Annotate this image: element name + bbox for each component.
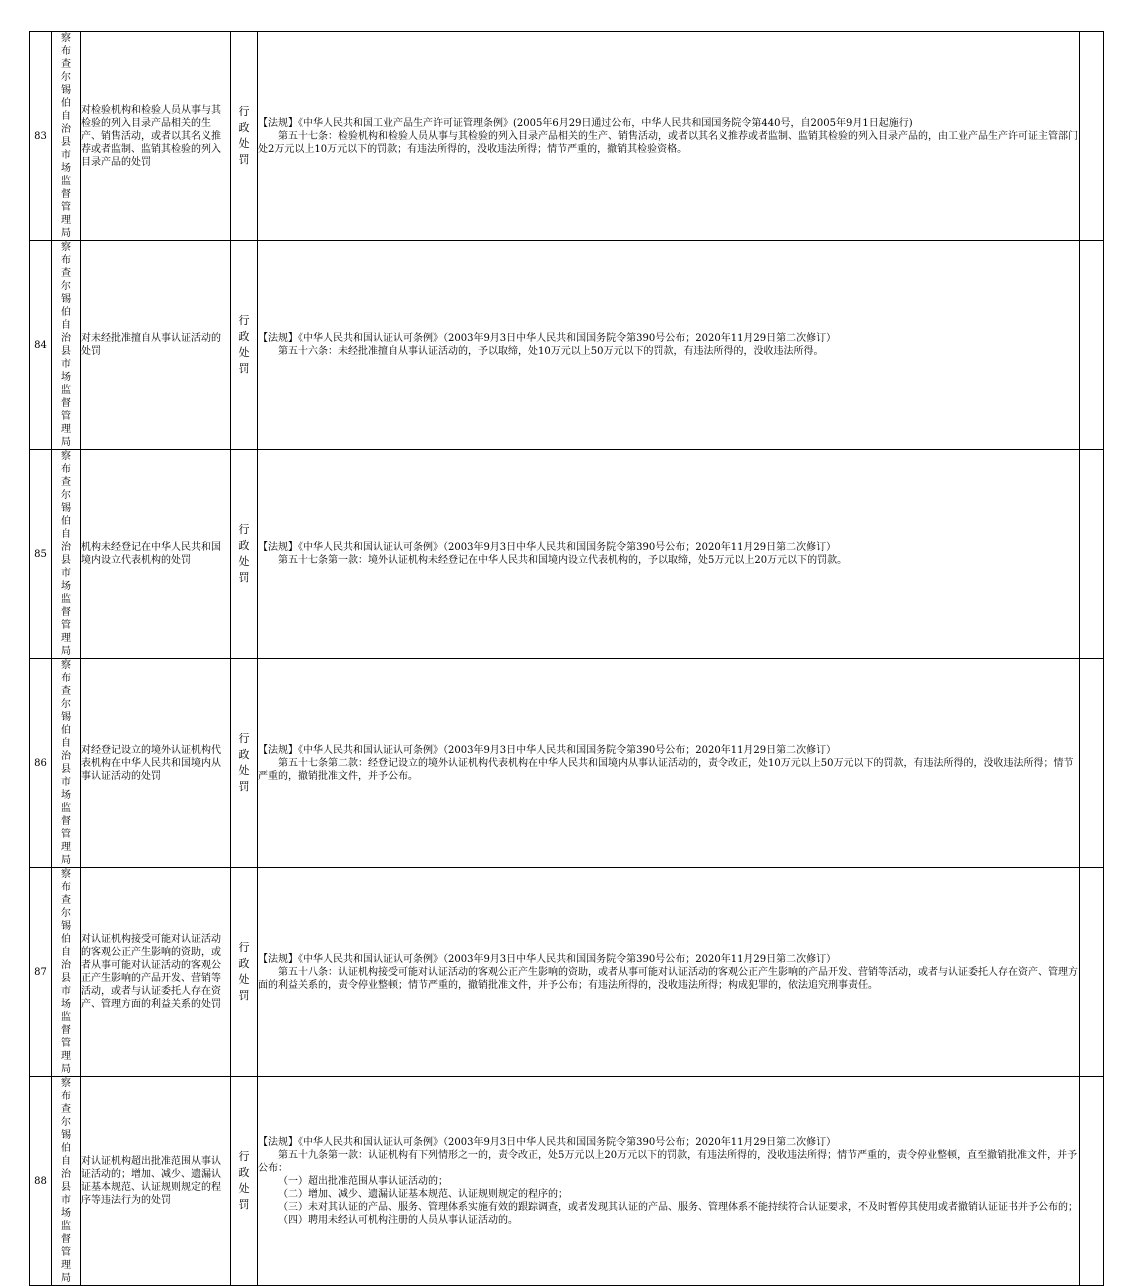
legal-basis-cell bbox=[258, 32, 1080, 241]
article-sub-item: （一）超出批准范围从事认证活动的； bbox=[278, 1175, 448, 1187]
article-paragraph: 第五十八条：认证机构接受可能对认证活动的客观公正产生影响的资助，或者从事可能对认证活动的客观公正产生影响的产品开发、营销等活动，或者与认证委托人存在资产、管理方面的利益关系的，责令停业整顿；情节严重的，撤销批准文件，并予公布；有违法所得的，没收违法所得；构成犯罪的，依法追究刑事责任。 bbox=[258, 966, 1078, 991]
table-row bbox=[30, 1077, 1104, 1286]
law-title: 【法规】《中华人民共和国认证认可条例》（2003年9月3日中华人民共和国国务院令第390号公布；2020年11月29日第二次修订） bbox=[258, 1136, 837, 1148]
authority-cell-text: 察布查尔锡伯自治县市场监督管理局 bbox=[61, 33, 71, 239]
item-cell: 对未经批准擅自从事认证活动的处罚 bbox=[81, 241, 231, 450]
legal-basis-cell bbox=[258, 659, 1080, 868]
type-cell-text: 行政处罚 bbox=[238, 732, 250, 793]
remarks-cell bbox=[1080, 868, 1104, 1077]
remarks-cell bbox=[1080, 659, 1104, 868]
legal-basis-cell bbox=[258, 241, 1080, 450]
table-row bbox=[30, 32, 1104, 241]
type-cell bbox=[231, 450, 258, 659]
row-number: 83 bbox=[30, 32, 52, 241]
item-cell: 对认证机构超出批准范围从事认证活动的；增加、减少、遗漏认证基本规范、认证规则规定的程序等违法行为的处罚 bbox=[81, 1077, 231, 1286]
item-cell: 对经登记设立的境外认证机构代表机构在中华人民共和国境内从事认证活动的处罚 bbox=[81, 659, 231, 868]
authority-cell bbox=[52, 868, 81, 1077]
row-number: 84 bbox=[30, 241, 52, 450]
table-row bbox=[30, 868, 1104, 1077]
authority-cell bbox=[52, 241, 81, 450]
article-paragraph: 第五十六条：未经批准擅自从事认证活动的，予以取缔，处10万元以上50万元以下的罚款，有违法所得的，没收违法所得。 bbox=[278, 346, 824, 357]
row-number: 87 bbox=[30, 868, 52, 1077]
item-cell: 机构未经登记在中华人民共和国境内设立代表机构的处罚 bbox=[81, 450, 231, 659]
type-cell-text: 行政处罚 bbox=[238, 1150, 250, 1211]
table-row bbox=[30, 241, 1104, 450]
row-number: 88 bbox=[30, 1077, 52, 1286]
type-cell bbox=[231, 659, 258, 868]
authority-cell-text: 察布查尔锡伯自治县市场监督管理局 bbox=[61, 242, 71, 448]
legal-basis-cell bbox=[258, 450, 1080, 659]
table-row bbox=[30, 659, 1104, 868]
item-cell: 对认证机构接受可能对认证活动的客观公正产生影响的资助，或者从事可能对认证活动的客观公正产生影响的产品开发、营销等活动，或者与认证委托人存在资产、管理方面的利益关系的处罚 bbox=[81, 868, 231, 1077]
authority-cell-text: 察布查尔锡伯自治县市场监督管理局 bbox=[61, 451, 71, 657]
law-title: 【法规】《中华人民共和国认证认可条例》（2003年9月3日中华人民共和国国务院令第390号公布；2020年11月29日第二次修订） bbox=[258, 953, 837, 965]
law-title: 【法规】《中华人民共和国认证认可条例》（2003年9月3日中华人民共和国国务院令第390号公布；2020年11月29日第二次修订） bbox=[258, 333, 837, 344]
type-cell bbox=[231, 241, 258, 450]
authority-cell bbox=[52, 659, 81, 868]
remarks-cell bbox=[1080, 32, 1104, 241]
type-cell-text: 行政处罚 bbox=[238, 941, 250, 1002]
article-paragraph: 第五十九条第一款：认证机构有下列情形之一的，责令改正，处5万元以上20万元以下的罚款，有违法所得的，没收违法所得；情节严重的，责令停业整顿，直至撤销批准文件，并予公布： bbox=[258, 1149, 1078, 1174]
table-row bbox=[30, 450, 1104, 659]
item-cell: 对检验机构和检验人员从事与其检验的列入目录产品相关的生产、销售活动，或者以其名义推荐或者监制、监销其检验的列入目录产品的处罚 bbox=[81, 32, 231, 241]
law-title: 【法规】《中华人民共和国认证认可条例》（2003年9月3日中华人民共和国国务院令第390号公布；2020年11月29日第二次修订） bbox=[258, 744, 837, 756]
law-title: 【法规】《中华人民共和国认证认可条例》（2003年9月3日中华人民共和国国务院令第390号公布；2020年11月29日第二次修订） bbox=[258, 542, 837, 553]
legal-basis-cell bbox=[258, 868, 1080, 1077]
type-cell-text: 行政处罚 bbox=[238, 105, 250, 166]
article-paragraph: 第五十七条：检验机构和检验人员从事与其检验的列入目录产品相关的生产、销售活动，或者以其名义推荐或者监制、监销其检验的列入目录产品的，由工业产品生产许可证主管部门处2万元以上10万元以下的罚款；有违法所得的，没收违法所得；情节严重的，撤销其检验资格。 bbox=[258, 130, 1078, 155]
regulation-table bbox=[29, 31, 1104, 1286]
authority-cell bbox=[52, 32, 81, 241]
authority-cell bbox=[52, 1077, 81, 1286]
article-paragraph: 第五十七条第一款：境外认证机构未经登记在中华人民共和国境内设立代表机构的，予以取缔，处5万元以上20万元以下的罚款。 bbox=[278, 555, 848, 566]
row-number: 85 bbox=[30, 450, 52, 659]
article-sub-item: （三）未对其认证的产品、服务、管理体系实施有效的跟踪调查，或者发现其认证的产品、服务、管理体系不能持续符合认证要求，不及时暂停其使用或者撤销认证证书并予公布的； bbox=[278, 1201, 1078, 1213]
type-cell-text: 行政处罚 bbox=[238, 523, 250, 584]
article-sub-item: （四）聘用未经认可机构注册的人员从事认证活动的。 bbox=[278, 1214, 518, 1226]
remarks-cell bbox=[1080, 450, 1104, 659]
law-title: 【法规】《中华人民共和国工业产品生产许可证管理条例》(2005年6月29日通过公布，中华人民共和国国务院令第440号，自2005年9月1日起施行) bbox=[258, 117, 913, 129]
type-cell bbox=[231, 868, 258, 1077]
legal-basis-cell bbox=[258, 1077, 1080, 1286]
authority-cell-text: 察布查尔锡伯自治县市场监督管理局 bbox=[61, 660, 71, 866]
authority-cell-text: 察布查尔锡伯自治县市场监督管理局 bbox=[61, 869, 71, 1075]
row-number: 86 bbox=[30, 659, 52, 868]
authority-cell-text: 察布查尔锡伯自治县市场监督管理局 bbox=[61, 1078, 71, 1284]
remarks-cell bbox=[1080, 1077, 1104, 1286]
authority-cell bbox=[52, 450, 81, 659]
table-body bbox=[30, 32, 1104, 1286]
remarks-cell bbox=[1080, 241, 1104, 450]
type-cell-text: 行政处罚 bbox=[238, 314, 250, 375]
type-cell bbox=[231, 1077, 258, 1286]
article-paragraph: 第五十七条第二款：经登记设立的境外认证机构代表机构在中华人民共和国境内从事认证活动的，责令改正，处10万元以上50万元以下的罚款，有违法所得的，没收违法所得；情节严重的，撤销批准文件，并予公布。 bbox=[258, 757, 1074, 782]
article-sub-item: （二）增加、减少、遗漏认证基本规范、认证规则规定的程序的； bbox=[278, 1188, 568, 1200]
type-cell bbox=[231, 32, 258, 241]
